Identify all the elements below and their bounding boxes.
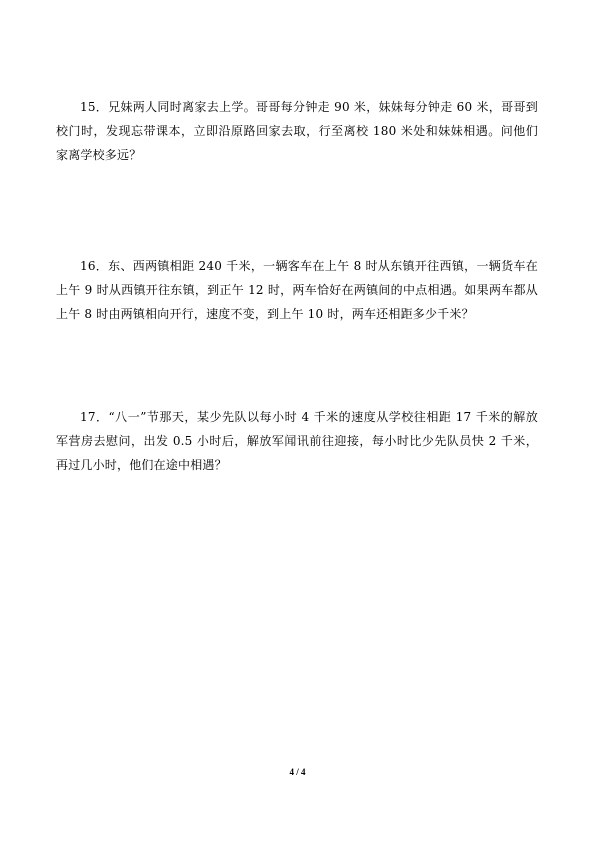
page-number: 4 / 4 — [289, 767, 306, 777]
problem-15: 15．兄妹两人同时离家去上学。哥哥每分钟走 90 米，妹妹每分钟走 60 米，哥哥到校门时，发现忘带课本，立即沿原路回家去取，行至离校 180 米处和妹妹相遇。问他们家离学校多远？ — [56, 100, 538, 162]
problem-16: 16．东、西两镇相距 240 千米，一辆客车在上午 8 时从东镇开往西镇，一辆货车在上午 9 时从西镇开往东镇，到正午 12 时，两车恰好在两镇间的中点相遇。如果两车都从上午 8 时由两镇相向开行，速度不变，到上午 10 时，两车还相距多少千米？ — [56, 259, 538, 321]
problem-17: 17．“八一”节那天，某少先队以每小时 4 千米的速度从学校往相距 17 千米的解放军营房去慰问，出发 0.5 小时后，解放军闻讯前往迎接，每小时比少先队员快 2 千米，再过几小时，他们在途中相遇？ — [56, 410, 538, 472]
